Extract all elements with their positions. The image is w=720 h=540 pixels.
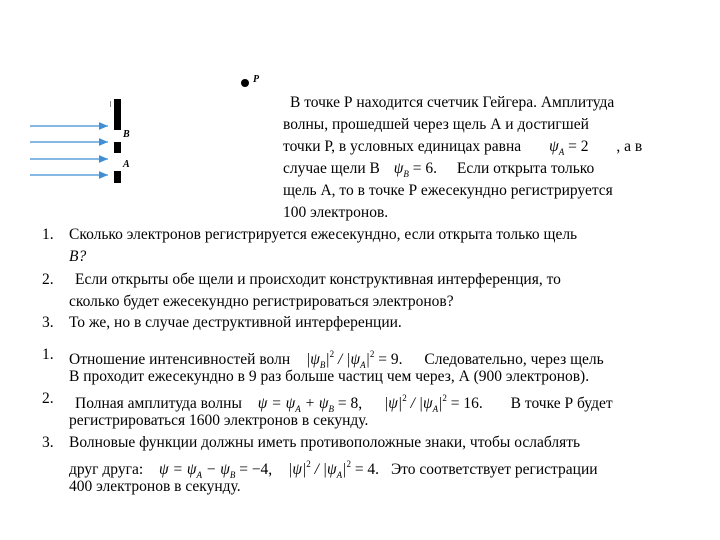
question-2-line-2: сколько будет ежесекундно регистрироваться электронов? — [69, 293, 454, 310]
question-3-line-1: То же, но в случае деструктивной интерференции. — [69, 314, 402, 331]
screen-tick — [110, 101, 111, 107]
intro-line-5: щель А, то в точке Р ежесекундно регистрируется — [283, 182, 613, 199]
question-number: 3. — [42, 314, 54, 331]
answer-number: 1. — [42, 346, 54, 363]
answer-3-line-1: Волновые функции должны иметь противоположные знаки, чтобы ослаблять — [69, 434, 581, 451]
point-p-dot — [241, 79, 249, 87]
answer-number: 3. — [42, 434, 54, 451]
incident-wave-arrows — [28, 118, 118, 188]
question-number: 1. — [42, 226, 54, 243]
answer-1-line-1: Отношение интенсивностей волн $|\psi_B|^2 / |\psi_A|^2 = 9$. Следовательно, через щель — [69, 349, 604, 370]
answer-3-line-2: друг друга: $\psi = \psi_A - \psi_B = -4$, $|\psi|^2 / |\psi_A|^2 = 4$. Это соответствует регистрации — [69, 459, 598, 480]
intro-line-3: точки Р, в условных единицах равна $\psi_A = 2$ , а в — [283, 138, 643, 157]
question-1-line-2: В? — [69, 248, 87, 265]
intro-line-1: В точке Р находится счетчик Гейгера. Амплитуда — [290, 94, 615, 111]
answer-number: 2. — [42, 390, 54, 407]
question-2-line-1: Если открыты обе щели и происходит конструктивная интерференция, то — [75, 271, 561, 288]
intro-line-4: случае щели В $\psi_B = 6$. Если открыта только — [283, 160, 595, 179]
answer-3-line-3: 400 электронов в секунду. — [69, 478, 241, 495]
slit-b-label: B — [123, 129, 130, 140]
answer-2-line-1: Полная амплитуда волны $\psi = \psi_A + \psi_B = 8$, $|\psi|^2 / |\psi_A|^2 = 16$. В точке Р будет — [75, 393, 613, 414]
point-p-label: P — [253, 74, 260, 85]
slit-a-label: A — [123, 159, 130, 170]
answer-2-line-2: регистрироваться 1600 электронов в секунду. — [69, 412, 369, 429]
intro-line-6: 100 электронов. — [283, 204, 389, 221]
question-1-line-1: Сколько электронов регистрируется ежесекундно, если открыта только щель — [69, 226, 578, 243]
intro-line-2: волны, прошедшей через щель А и достигшей — [283, 116, 589, 133]
question-number: 2. — [42, 271, 54, 288]
answer-1-line-2: В проходит ежесекундно в 9 раз больше частиц чем через, А (900 электронов). — [69, 368, 590, 385]
